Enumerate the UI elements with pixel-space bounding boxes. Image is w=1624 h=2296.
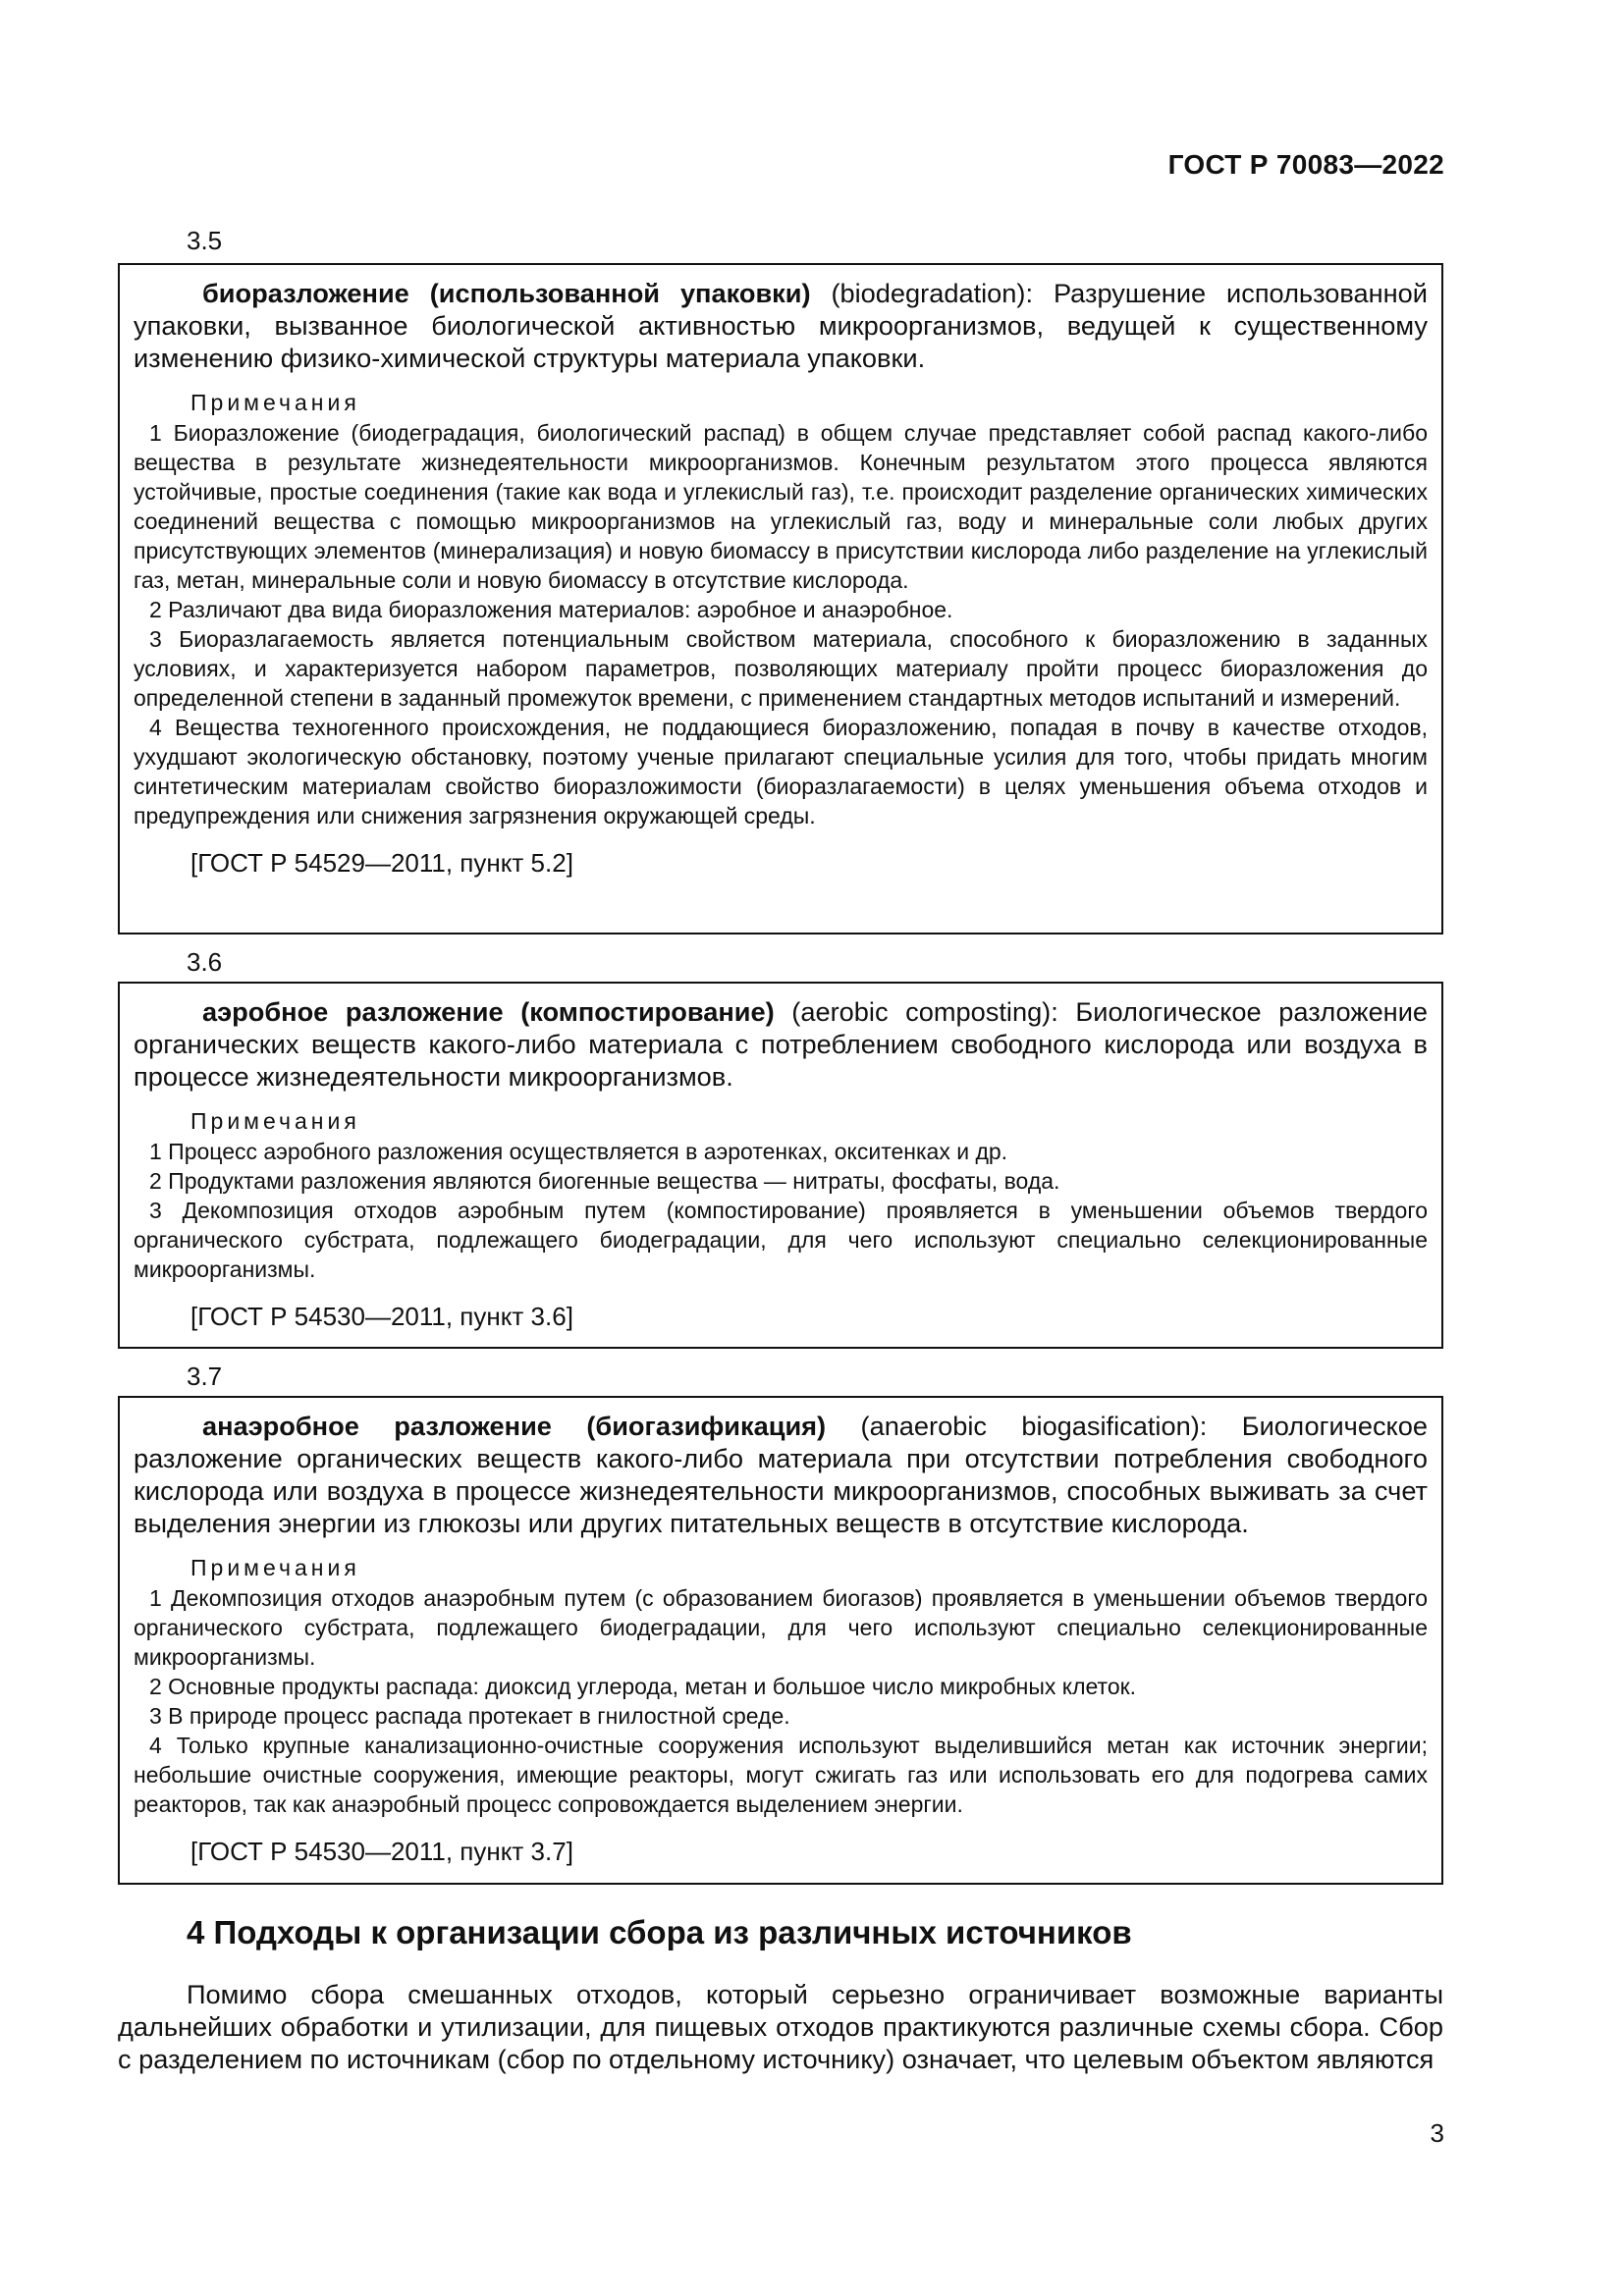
term-name: анаэробное разложение (биогазификация)	[202, 1411, 827, 1441]
definition-text: (biodegradation): Разрушение использованной упаковки, вызванное биологической активностью микроорганизмов, ведущей к существенному изменению физико-химической структуры материала упаковки.	[134, 278, 1428, 373]
note: 4 Вещества техногенного происхождения, не поддающиеся биоразложению, попадая в почву в качестве отходов, ухудшают экологическую обстановку, поэтому ученые прилагают специальные усилия для того, чтобы придать многим синтетическим материалам свойство биоразложимости (биоразлагаемости) в целях уменьшения объема отходов и предупреждения или снижения загрязнения окружающей среды.	[134, 715, 1428, 828]
note: 3 Декомпозиция отходов аэробным путем (компостирование) проявляется в уменьшении объемов твердого органического субстрата, подлежащего биодеградации, для чего используют специально селекционированные микроорганизмы.	[134, 1198, 1428, 1282]
note: 2 Основные продукты распада: диоксид углерода, метан и большое число микробных клеток.	[149, 1674, 1137, 1699]
note: 3 Биоразлагаемость является потенциальным свойством материала, способного к биоразложению в заданных условиях, и характеризуется набором параметров, позволяющих материалу пройти процесс биоразложения до определенной степени в заданный промежуток времени, с применением стандартных методов испытаний и измерений.	[134, 626, 1428, 711]
term-definition	[134, 995, 1428, 1093]
notes-title: Примечания	[190, 1555, 360, 1580]
note: 2 Продуктами разложения являются биогенные вещества — нитраты, фосфаты, вода.	[149, 1168, 1060, 1194]
document-code: ГОСТ Р 70083—2022	[1167, 149, 1444, 180]
term-source: [ГОСТ Р 54530—2011, пункт 3.6]	[190, 1302, 573, 1331]
note: 2 Различают два вида биоразложения материалов: аэробное и анаэробное.	[149, 597, 953, 622]
note: 1 Декомпозиция отходов анаэробным путем (с образованием биогазов) проявляется в уменьшении объемов твердого органического субстрата, подлежащего биодеградации, для чего используют специально селекционированные микроорганизмы.	[134, 1585, 1428, 1670]
term-definition	[134, 277, 1428, 374]
term-source: [ГОСТ Р 54529—2011, пункт 5.2]	[190, 848, 573, 878]
section-title: 4 Подходы к организации сбора из различных источников	[187, 1914, 1132, 1950]
note: 1 Процесс аэробного разложения осуществляется в аэротенках, окситенках и др.	[149, 1139, 1008, 1164]
notes-title: Примечания	[190, 390, 360, 415]
page-number: 3	[1430, 2118, 1444, 2148]
term-number: 3.6	[187, 947, 223, 977]
definition-text: (anaerobic biogasification): Биологическое разложение органических веществ какого-либо материала при отсутствии потребления свободного кислорода или воздуха в процессе жизнедеятельности микроорганизмов, способных выживать за счет выделения энергии из глюкозы или других питательных веществ в отсутствие кислорода.	[134, 1411, 1428, 1538]
note: 4 Только крупные канализационно-очистные сооружения используют выделившийся метан как источник энергии; небольшие очистные сооружения, имеющие реакторы, могут сжигать газ или использовать его для подогрева самих реакторов, так как анаэробный процесс сопровождается выделением энергии.	[134, 1733, 1428, 1817]
term-number: 3.5	[187, 226, 223, 255]
term-name: аэробное разложение (компостирование)	[202, 996, 775, 1027]
section-paragraph: Помимо сбора смешанных отходов, который серьезно ограничивает возможные варианты дальнейших обработки и утилизации, для пищевых отходов практикуются различные схемы сбора. Сбор с разделением по источникам (сбор по отдельному источнику) означает, что целевым объектом являются	[118, 1979, 1443, 2074]
note: 3 В природе процесс распада протекает в гнилостной среде.	[149, 1703, 790, 1729]
term-definition	[134, 1410, 1428, 1539]
term-box-3-5	[118, 263, 1443, 934]
definition-text: (aerobic composting): Биологическое разложение органических веществ какого-либо материала с потреблением свободного кислорода или воздуха в процессе жизнедеятельности микроорганизмов.	[134, 996, 1429, 1092]
term-box-3-6	[118, 982, 1443, 1349]
term-number: 3.7	[187, 1362, 223, 1391]
term-name: биоразложение (использованной упаковки)	[202, 278, 811, 308]
note: 1 Биоразложение (биодеградация, биологический распад) в общем случае представляет собой распад какого-либо вещества в результате жизнедеятельности микроорганизмов. Конечным результатом этого процесса являются устойчивые, простые соединения (такие как вода и углекислый газ), т.е. происходит разделение органических химических соединений вещества с помощью микроорганизмов на углекислый газ, воду и минеральные соли любых других присутствующих элементов (минерализация) и новую биомассу в присутствии кислорода либо разделение на углекислый газ, метан, минеральные соли и новую биомассу в отсутствие кислорода.	[134, 420, 1428, 593]
term-source: [ГОСТ Р 54530—2011, пункт 3.7]	[190, 1837, 573, 1866]
term-box-3-7	[118, 1396, 1443, 1885]
notes-title: Примечания	[190, 1108, 360, 1134]
